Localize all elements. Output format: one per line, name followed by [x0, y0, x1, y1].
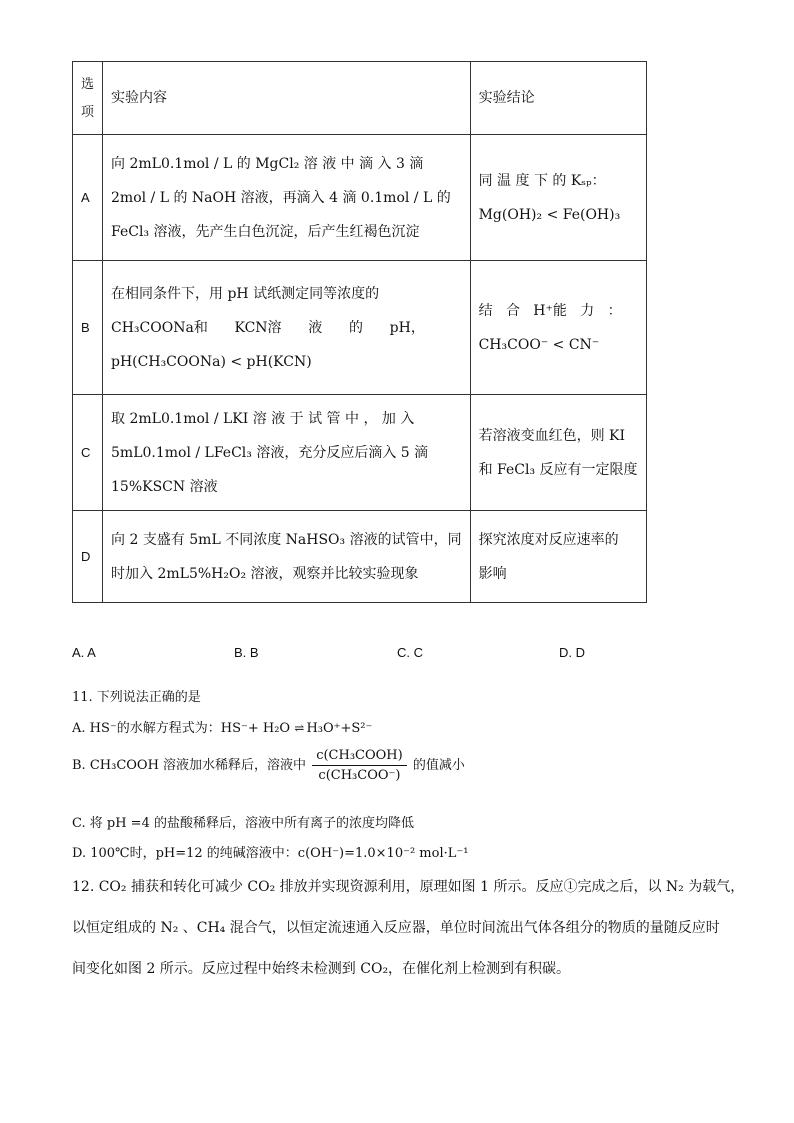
q12-line: 12. CO₂ 捕获和转化可减少 CO₂ 排放并实现资源利用，原理如图 1 所示。反应①完成之后，以 N₂ 为载气， — [72, 879, 745, 895]
q11-option-d[interactable]: D. 100℃时，pH=12 的纯碱溶液中：c(OH⁻)=1.0×10⁻² mol·L⁻¹ — [72, 846, 469, 861]
conclusion-line: 探究浓度对反应速率的 — [478, 531, 619, 548]
answer-option-a[interactable]: A. A — [72, 645, 96, 660]
row-content — [103, 511, 471, 603]
table-row — [73, 261, 647, 395]
content-line: 2mol / L 的 NaOH 溶液，再滴入 4 滴 0.1mol / L 的 — [111, 189, 451, 206]
conclusion-line: Mg(OH)₂ < Fe(OH)₃ — [478, 206, 621, 223]
q11-b-suffix: 的值减小 — [412, 758, 465, 773]
content-line: 向 2mL0.1mol / L 的 MgCl₂ 溶 液 中 滴 入 3 滴 — [111, 155, 424, 172]
conclusion-line: 和 FeCl₃ 反应有一定限度 — [478, 461, 638, 478]
conclusion-line: 若溶液变血红色，则 KI — [478, 427, 626, 444]
content-line: 向 2 支盛有 5mL 不同浓度 NaHSO₃ 溶液的试管中，同 — [111, 531, 462, 548]
content-line: 在相同条件下，用 pH 试纸测定同等浓度的 — [111, 285, 380, 302]
answer-option-d[interactable]: D. D — [559, 645, 585, 660]
row-conclusion — [470, 395, 646, 511]
row-content — [103, 135, 471, 261]
row-option: C — [73, 395, 103, 511]
concentration-ratio — [312, 748, 407, 783]
q11-option-b[interactable] — [72, 748, 465, 783]
q11-a-suffix: H₃O⁺+S²⁻ — [306, 721, 373, 736]
q11-a-prefix: A. HS⁻的水解方程式为：HS⁻+ H₂O — [72, 721, 291, 736]
row-option: A — [73, 135, 103, 261]
header-option-label: 选 项 — [81, 76, 95, 119]
table-row — [73, 395, 647, 511]
content-line: 5mL0.1mol / LFeCl₃ 溶液，充分反应后滴入 5 滴 — [111, 444, 429, 461]
row-option: D — [73, 511, 103, 603]
content-line: FeCl₃ 溶液，先产生白色沉淀，后产生红褐色沉淀 — [111, 223, 420, 240]
row-conclusion — [470, 511, 646, 603]
content-line: 时加入 2mL5%H₂O₂ 溶液，观察并比较实验现象 — [111, 565, 419, 582]
q11-option-c[interactable]: C. 将 pH =4 的盐酸稀释后，溶液中所有离子的浓度均降低 — [72, 816, 414, 831]
q11-stem: 11. 下列说法正确的是 — [72, 690, 201, 705]
ratio-denominator: c(CH₃COO⁻) — [318, 768, 401, 783]
content-line: CH₃COONa和 KCN溶 液 的 pH， — [111, 319, 425, 336]
header-conclusion: 实验结论 — [470, 62, 646, 135]
q12-line: 间变化如图 2 所示。反应过程中始终未检测到 CO₂，在催化剂上检测到有积碳。 — [72, 961, 571, 977]
q11-option-a[interactable] — [72, 717, 372, 736]
row-conclusion — [470, 261, 646, 395]
conclusion-line: 同 温 度 下 的 Kₛₚ： — [478, 172, 606, 189]
content-line: 取 2mL0.1mol / LKI 溶 液 于 试 管 中 ， 加 入 — [111, 410, 415, 427]
header-content: 实验内容 — [103, 62, 471, 135]
table-row — [73, 511, 647, 603]
table-header-row — [73, 62, 647, 135]
experiment-table — [72, 61, 647, 603]
q11-b-prefix: B. CH₃COOH 溶液加水稀释后，溶液中 — [72, 758, 307, 773]
content-line: pH(CH₃COONa) < pH(KCN) — [111, 353, 312, 370]
row-conclusion — [470, 135, 646, 261]
conclusion-line: 结 合 H⁺能 力 ： — [478, 302, 622, 319]
row-content — [103, 395, 471, 511]
q12-line: 以恒定组成的 N₂ 、CH₄ 混合气，以恒定流速通入反应器，单位时间流出气体各组分的物质的量随反应时 — [72, 920, 720, 936]
row-option: B — [73, 261, 103, 395]
equilibrium-arrow-icon: ⇌ — [294, 721, 303, 735]
content-line: 15%KSCN 溶液 — [111, 478, 218, 495]
answer-option-b[interactable]: B. B — [234, 645, 259, 660]
row-content — [103, 261, 471, 395]
answer-option-c[interactable]: C. C — [397, 645, 423, 660]
header-option — [73, 62, 103, 135]
conclusion-line: CH₃COO⁻ < CN⁻ — [478, 336, 600, 353]
table-row — [73, 135, 647, 261]
ratio-numerator: c(CH₃COOH) — [312, 748, 407, 766]
conclusion-line: 影响 — [478, 565, 507, 582]
